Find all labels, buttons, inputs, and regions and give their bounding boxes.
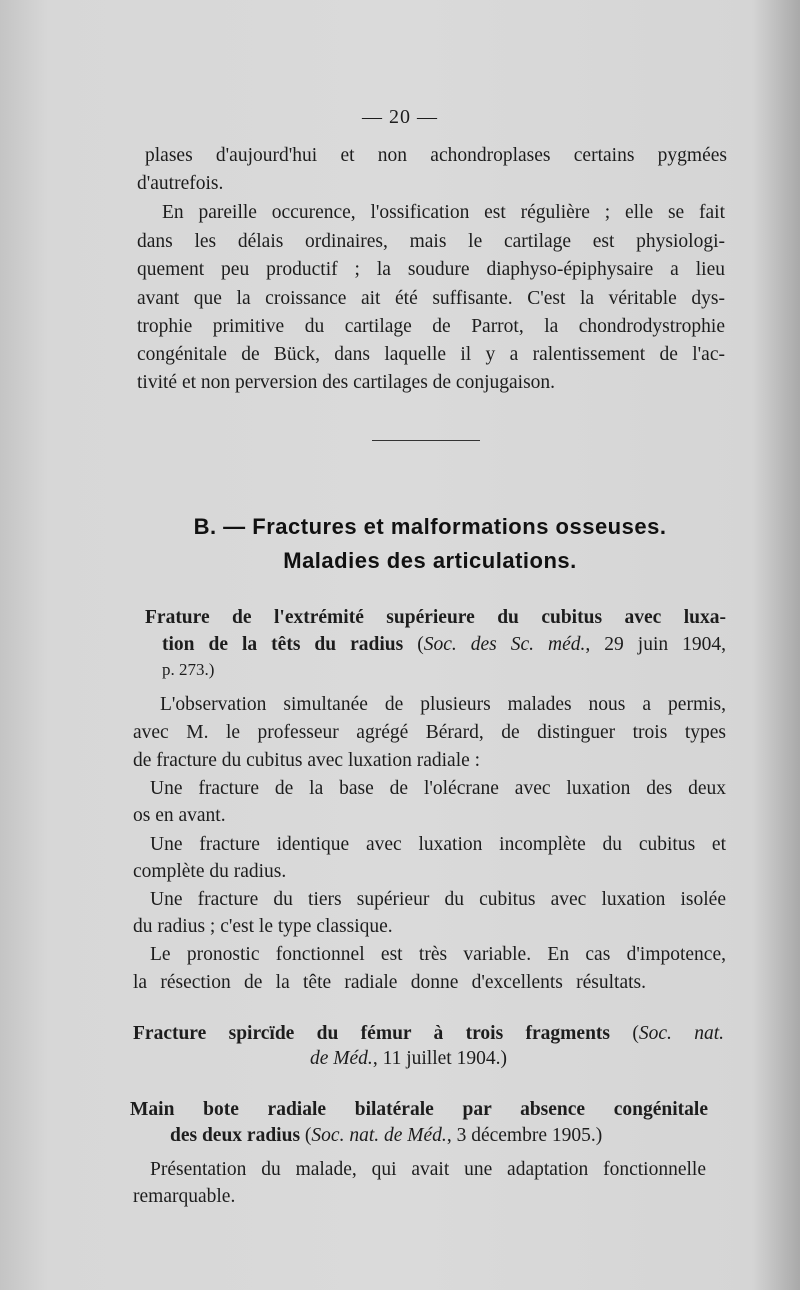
intro-line: quement peu productif ; la soudure diaphyso-épiphysaire a lieu [137, 259, 725, 280]
ref-open: ( [610, 1023, 639, 1044]
section-divider [372, 440, 480, 441]
ref-journal: de Méd. [310, 1048, 373, 1069]
intro-line: d'autrefois. [137, 173, 224, 194]
body-line: de fracture du cubitus avec luxation radiale : [133, 750, 481, 771]
body-line: Présentation du malade, qui avait une adaptation fonctionnelle [150, 1159, 706, 1180]
entry-title-ref [170, 1123, 690, 1149]
entry-title-bold: des deux radius [170, 1125, 301, 1146]
ref-open: ( [403, 634, 424, 655]
ref-journal: Soc. nat. [638, 1023, 724, 1044]
intro-line: trophie primitive du cartilage de Parrot, la chondrodystrophie [137, 316, 725, 337]
intro-line: avant que la croissance ait été suffisante. C'est la véritable dys- [137, 288, 725, 309]
intro-line: dans les délais ordinaires, mais le cartilage est physiologi- [137, 231, 725, 252]
entry-title: Main bote radiale bilatérale par absence congénitale [130, 1099, 708, 1120]
body-line: Le pronostic fonctionnel est très variable. En cas d'impotence, [150, 944, 726, 965]
intro-line: congénitale de Bück, dans laquelle il y a ralentissement de l'ac- [137, 344, 725, 365]
body-line: Une fracture identique avec luxation incomplète du cubitus et [150, 834, 726, 855]
body-line: L'observation simultanée de plusieurs malades nous a permis, [160, 694, 726, 715]
ref-open: ( [300, 1125, 312, 1146]
intro-line: tivité et non perversion des cartilages de conjugaison. [137, 372, 556, 393]
body-line: Une fracture du tiers supérieur du cubitus avec luxation isolée [150, 889, 726, 910]
entry-title-page: p. 273.) [162, 660, 215, 679]
body-line: os en avant. [133, 805, 226, 826]
entry-title-bold: Fracture spircïde du fémur à trois fragments [133, 1023, 610, 1044]
entry-title-ref [310, 1046, 610, 1072]
entry-title-ref [133, 1021, 724, 1047]
entry-title: Frature de l'extrémité supérieure du cubitus avec luxa- [145, 607, 726, 628]
intro-line: plases d'aujourd'hui et non achondroplases certains pygmées [145, 145, 727, 166]
intro-line: En pareille occurence, l'ossification est régulière ; elle se fait [162, 202, 725, 223]
entry-title-ref [162, 632, 726, 658]
body-line: Une fracture de la base de l'olécrane avec luxation des deux [150, 778, 726, 799]
ref-date: , 29 juin 1904, [585, 634, 726, 655]
ref-journal: Soc. des Sc. méd. [423, 634, 586, 655]
entry-title-bold: tion de la têts du radius [162, 634, 404, 655]
body-line: complète du radius. [133, 861, 287, 882]
body-line: avec M. le professeur agrégé Bérard, de distinguer trois types [133, 722, 726, 743]
body-line: du radius ; c'est le type classique. [133, 916, 393, 937]
section-subheading: Maladies des articulations. [283, 548, 577, 573]
ref-date: , 3 décembre 1905.) [446, 1125, 603, 1146]
body-line: remarquable. [133, 1186, 236, 1207]
body-line: la résection de la tête radiale donne d'excellents résultats. [133, 972, 646, 993]
ref-journal: Soc. nat. de Méd. [311, 1125, 447, 1146]
page-number: — 20 — [362, 106, 438, 128]
section-heading: B. — Fractures et malformations osseuses. [193, 514, 667, 539]
ref-date: , 11 juillet 1904.) [372, 1048, 507, 1069]
